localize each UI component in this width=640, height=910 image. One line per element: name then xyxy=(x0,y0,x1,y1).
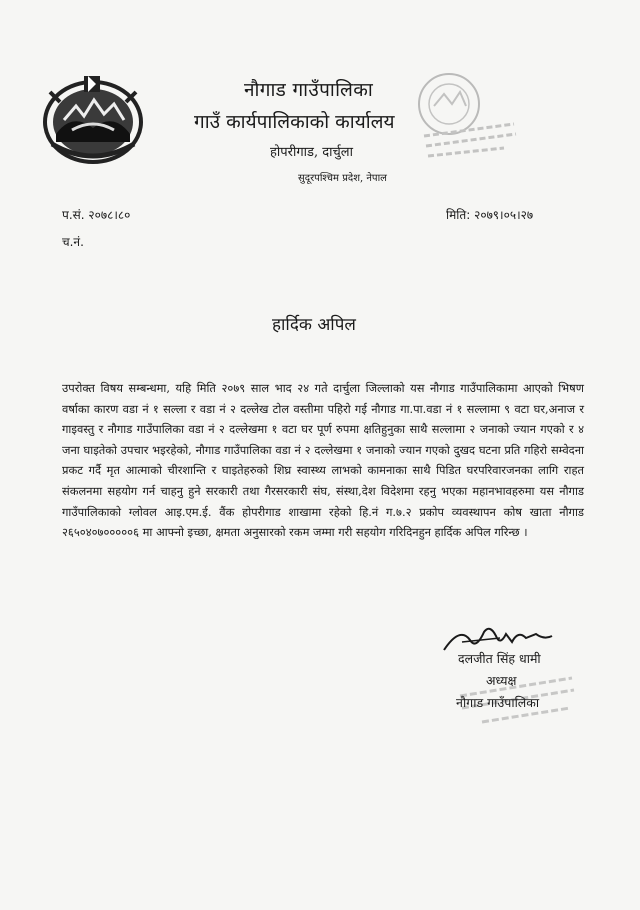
office-province: सुदूरपश्चिम प्रदेश, नेपाल xyxy=(298,173,387,184)
signatory-name: दलजीत सिंह धामी xyxy=(458,651,541,666)
signatory-office: नौगाड गाउँपालिका xyxy=(456,695,540,710)
dispatch-number: च.नं. xyxy=(62,235,84,249)
letter-body: उपरोक्त विषय सम्बन्धमा, यहि मिति २०७९ साल भाद २४ गते दार्चुला जिल्लाको यस नौगाड गाउँपालिकामा आएको भिषण वर्षाका कारण वडा नं १ सल्ला र वडा नं २ दल्लेख टोल वस्तीमा पहिरो गई नौगाड गा.पा.वडा नं १ सल्लामा ९ वटा घर,अनाज र गाइवस्तु र नौगाड गाउँपालिका वडा नं २ दल्लेखमा १ वटा घर पूर्ण रुपमा क्षतिहुनुका साथै सल्लामा २ जनाको ज्यान गएको र ४ जना घाइतेको उपचार भइरहेको, नौगाड गाउँपालिका वडा नं २ दल्लेखमा १ जनाको ज्यान गएको दुखद घटना प्रति गहिरो सम्वेदना प्रकट गर्दै मृत आत्माको चीरशान्ति र घाइतेहरुको शिघ्र स्वास्थ्य लाभको कामनाका साथै पिडित घरपरिवारजनका लागि राहत संकलनमा सहयोग गर्न चाहनु हुने सरकारी तथा गैरसरकारी संघ, संस्था,देश विदेशमा रहनु भएका महानभावहरुमा यस नौगाड गाउँपालिकाको ग्लोवल आइ.एम.ई. वैंक होपरीगाड शाखामा रहेको हि.नं ग.७.२ प्रकोप व्यवस्थापन कोष खाता नौगाड २६५०४०७०००००६ मा आफ्नो इच्छा, क्षमता अनुसारको रकम जम्मा गरी सहयोग गरिदिनहुन हार्दिक अपिल गरिन्छ । xyxy=(62,381,584,540)
letter-date: मिति: २०७९।०५।२७ xyxy=(446,208,534,222)
signatory-title: अध्यक्ष xyxy=(486,673,517,688)
office-name: नौगाड गाउँपालिका xyxy=(244,79,374,101)
letter-title: हार्दिक अपिल xyxy=(272,315,356,335)
office-subtitle: गाउँ कार्यपालिकाको कार्यालय xyxy=(194,111,395,133)
office-address: होपरीगाड, दार्चुला xyxy=(270,145,353,160)
reference-number: प.सं. २०७८।८० xyxy=(62,208,131,222)
office-seal-top-icon xyxy=(404,66,524,166)
nepal-emblem-icon xyxy=(42,72,144,168)
